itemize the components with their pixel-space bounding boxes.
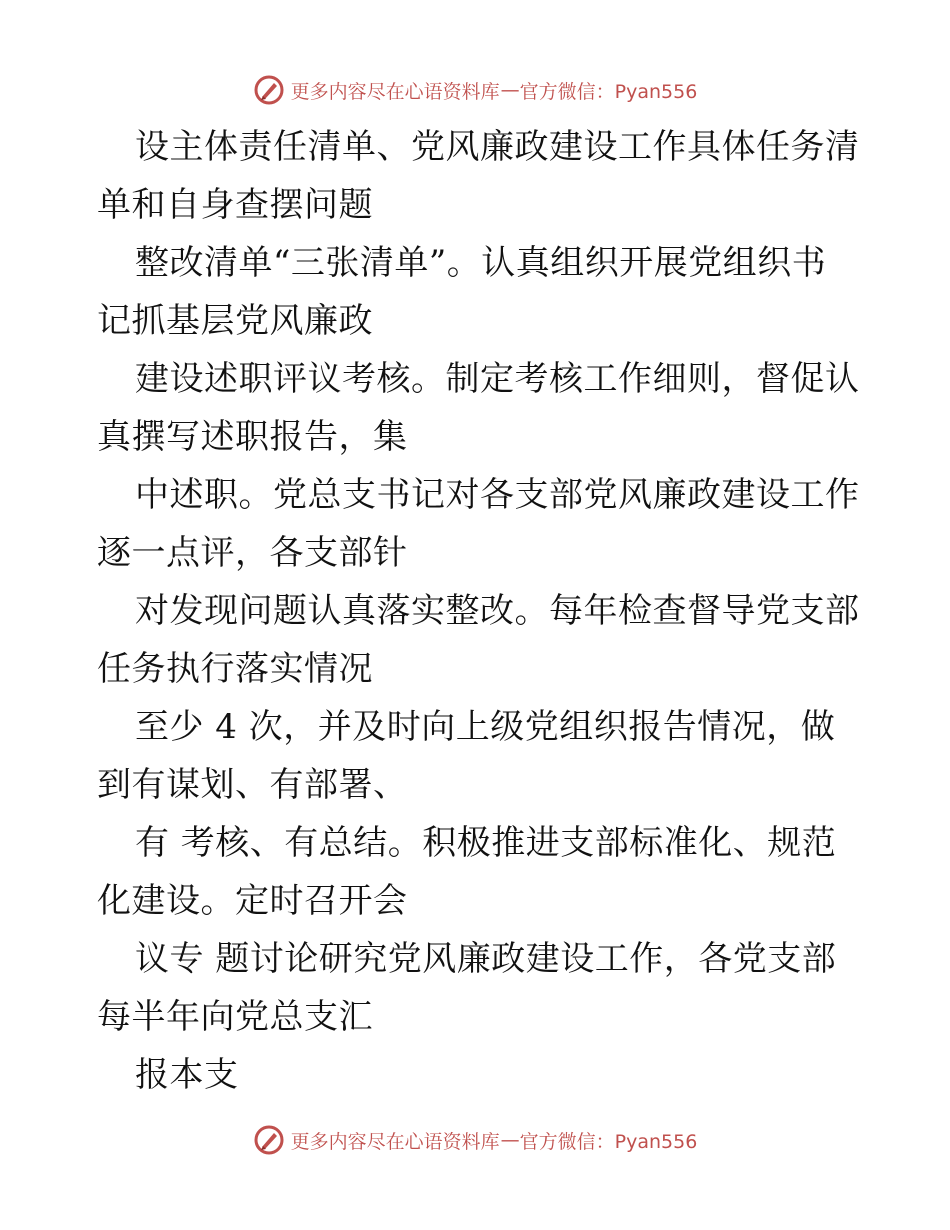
watermark-title: 更多内容尽在心语资料库 [290,80,500,103]
text-line: 单和自身查摆问题 [97,185,373,225]
text-line: 到有谋划、有部署、 [97,765,408,805]
text-line: 设主体责任清单、党风廉政建设工作具体任务清 [135,127,860,167]
watermark-title: 更多内容尽在心语资料库 [290,1130,500,1153]
text-line: 任务执行落实情况 [97,649,373,689]
text-line: 真撰写述职报告，集 [97,417,408,457]
pen-seal-icon [253,74,285,106]
text-line: 整改清单“三张清单”。认真组织开展党组织书 [135,243,827,283]
text-line: 议专 题讨论研究党风廉政建设工作，各党支部 [135,939,837,979]
text-line: 建设述职评议考核。制定考核工作细则，督促认 [135,359,860,399]
document-body [97,118,860,1104]
watermark-separator: — [500,79,519,101]
watermark-contact: 官方微信：Pyan556 [519,1130,698,1153]
text-line: 对发现问题认真落实整改。每年检查督导党支部 [135,591,860,631]
watermark-separator: — [500,1129,519,1151]
header-watermark [0,72,950,108]
footer-watermark [0,1122,950,1158]
text-line: 有 考核、有总结。积极推进支部标准化、规范 [135,823,837,863]
text-line: 每半年向党总支汇 [97,997,373,1037]
text-line: 至少 4 次，并及时向上级党组织报告情况，做 [135,707,836,747]
text-line: 记抓基层党风廉政 [97,301,373,341]
text-line: 逐一点评，各支部针 [97,533,408,573]
pen-seal-icon [253,1124,285,1156]
text-line: 报本支 [135,1055,239,1095]
text-line: 中述职。党总支书记对各支部党风廉政建设工作 [135,475,860,515]
watermark-contact: 官方微信：Pyan556 [519,80,698,103]
text-line: 化建设。定时召开会 [97,881,408,921]
